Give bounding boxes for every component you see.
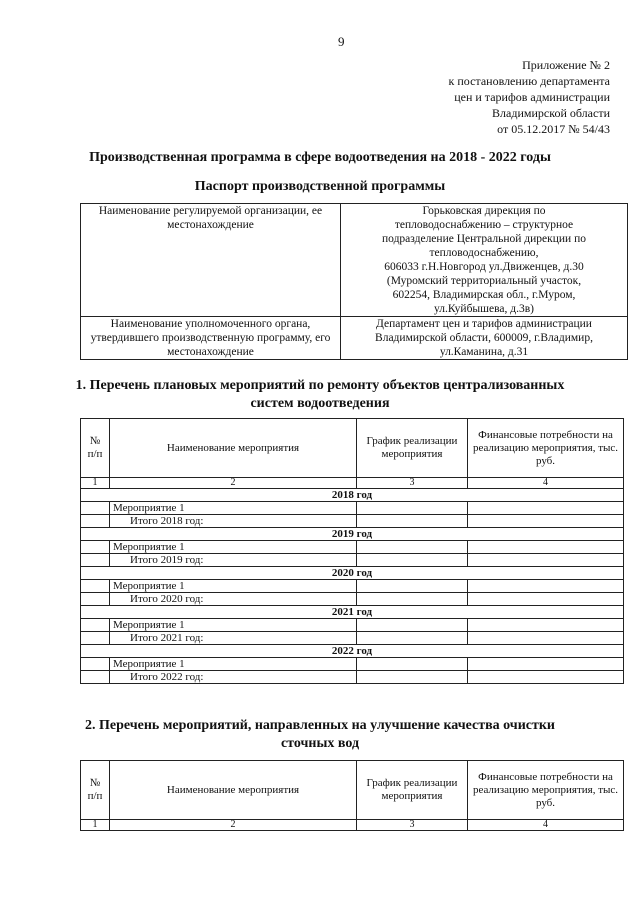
year-row xyxy=(81,567,624,580)
column-number: 2 xyxy=(110,478,357,489)
heading-line: 1. Перечень плановых мероприятий по ремонту объектов централизованных xyxy=(75,378,565,393)
col-header-number: № п/п xyxy=(81,419,110,478)
cell-number xyxy=(81,593,110,606)
value-line: тепловодоснабжению – структурное xyxy=(394,219,574,231)
col-header-finance: Финансовые потребности на реализацию мероприятия, тыс. руб. xyxy=(468,761,624,820)
col-header-number: № п/п xyxy=(81,761,110,820)
year-total-label: Итого 2018 год: xyxy=(110,515,357,528)
cell-finance xyxy=(468,658,624,671)
cell-finance xyxy=(468,515,624,528)
value-line: 606033 г.Н.Новгород ул.Движенцев, д.30 xyxy=(384,261,584,273)
value-line: (Муромский территориальный участок, xyxy=(386,275,582,287)
value-line: 602254, Владимирская обл., г.Муром, xyxy=(392,289,576,301)
cell-finance xyxy=(468,541,624,554)
cell-finance xyxy=(468,632,624,645)
table-row xyxy=(81,502,624,515)
appendix-line: к постановлению департамента xyxy=(448,74,610,88)
passport-label: Наименование регулируемой организации, ее местонахождение xyxy=(81,204,341,317)
cell-number xyxy=(81,541,110,554)
value-line: Горьковская дирекция по xyxy=(422,205,546,217)
table-row xyxy=(81,619,624,632)
cell-number xyxy=(81,671,110,684)
year-total-label: Итого 2022 год: xyxy=(110,671,357,684)
year-label: 2020 год xyxy=(81,567,624,580)
cell-schedule xyxy=(357,593,468,606)
cell-finance xyxy=(468,502,624,515)
cell-schedule xyxy=(357,619,468,632)
year-label: 2019 год xyxy=(81,528,624,541)
passport-value xyxy=(341,317,628,360)
cell-schedule xyxy=(357,502,468,515)
column-number: 2 xyxy=(110,820,357,831)
appendix-line: Владимирской области xyxy=(492,106,610,120)
year-row xyxy=(81,528,624,541)
table-row xyxy=(81,632,624,645)
cell-schedule xyxy=(357,671,468,684)
table-row xyxy=(81,580,624,593)
year-row xyxy=(81,645,624,658)
table-row xyxy=(81,671,624,684)
cell-schedule xyxy=(357,515,468,528)
cell-schedule xyxy=(357,580,468,593)
cell-number xyxy=(81,580,110,593)
cell-finance xyxy=(468,671,624,684)
appendix-line: цен и тарифов администрации xyxy=(454,90,610,104)
cell-number xyxy=(81,619,110,632)
passport-value xyxy=(341,204,628,317)
col-header-name: Наименование мероприятия xyxy=(110,419,357,478)
cell-finance xyxy=(468,580,624,593)
year-label: 2022 год xyxy=(81,645,624,658)
header-row xyxy=(81,761,624,820)
passport-subtitle: Паспорт производственной программы xyxy=(194,179,446,194)
year-row xyxy=(81,489,624,502)
cell-finance xyxy=(468,593,624,606)
year-label: 2021 год xyxy=(81,606,624,619)
year-label: 2018 год xyxy=(81,489,624,502)
value-line: Департамент цен и тарифов администрации xyxy=(376,318,592,330)
cell-finance xyxy=(468,619,624,632)
value-line: ул.Куйбышева, д.3в) xyxy=(434,303,534,315)
cell-schedule xyxy=(357,658,468,671)
heading-line: 2. Перечень мероприятий, направленных на улучшение качества очистки xyxy=(84,718,555,733)
measure-name: Мероприятие 1 xyxy=(110,580,357,593)
cell-schedule xyxy=(357,541,468,554)
header-row xyxy=(81,419,624,478)
value-line: Владимирской области, 600009, г.Владимир, xyxy=(375,332,593,344)
measure-name: Мероприятие 1 xyxy=(110,541,357,554)
cell-number xyxy=(81,502,110,515)
page-number: 9 xyxy=(338,34,345,49)
value-line: подразделение Центральной дирекции по xyxy=(382,233,586,245)
section-2-heading xyxy=(0,717,640,753)
value-line: ул.Каманина, д.31 xyxy=(439,346,529,358)
measure-name: Мероприятие 1 xyxy=(110,658,357,671)
cell-number xyxy=(81,515,110,528)
measure-name: Мероприятие 1 xyxy=(110,502,357,515)
measure-name: Мероприятие 1 xyxy=(110,619,357,632)
value-line: тепловодоснабжению, xyxy=(429,247,539,259)
cell-number xyxy=(81,658,110,671)
table-row xyxy=(81,593,624,606)
col-header-name: Наименование мероприятия xyxy=(110,761,357,820)
table-row xyxy=(81,554,624,567)
wastewater-quality-table xyxy=(80,760,624,831)
table-row xyxy=(81,515,624,528)
col-header-schedule: График реализации мероприятия xyxy=(357,761,468,820)
column-number: 4 xyxy=(468,478,624,489)
column-number-row xyxy=(81,820,624,831)
cell-number xyxy=(81,632,110,645)
column-number: 3 xyxy=(357,478,468,489)
column-number: 3 xyxy=(357,820,468,831)
cell-number xyxy=(81,554,110,567)
section-1-heading xyxy=(0,377,640,413)
column-number: 1 xyxy=(81,820,110,831)
cell-finance xyxy=(468,554,624,567)
table-row xyxy=(81,541,624,554)
heading-line: сточных вод xyxy=(280,736,360,751)
heading-line: систем водоотведения xyxy=(250,396,390,411)
column-number-row xyxy=(81,478,624,489)
table-row xyxy=(81,204,628,317)
table-row xyxy=(81,317,628,360)
appendix-line: Приложение № 2 xyxy=(522,58,610,72)
table-row xyxy=(81,658,624,671)
appendix-block xyxy=(410,57,610,137)
passport-table xyxy=(80,203,628,360)
column-number: 1 xyxy=(81,478,110,489)
passport-label: Наименование уполномоченного органа, утвердившего производственную программу, его местонахождение xyxy=(81,317,341,360)
appendix-line: от 05.12.2017 № 54/43 xyxy=(497,122,610,136)
year-row xyxy=(81,606,624,619)
year-total-label: Итого 2021 год: xyxy=(110,632,357,645)
cell-schedule xyxy=(357,554,468,567)
column-number: 4 xyxy=(468,820,624,831)
repair-measures-table xyxy=(80,418,624,684)
document-title: Производственная программа в сфере водоотведения на 2018 - 2022 годы xyxy=(89,150,551,165)
year-total-label: Итого 2020 год: xyxy=(110,593,357,606)
cell-schedule xyxy=(357,632,468,645)
year-total-label: Итого 2019 год: xyxy=(110,554,357,567)
col-header-finance: Финансовые потребности на реализацию мероприятия, тыс. руб. xyxy=(468,419,624,478)
col-header-schedule: График реализации мероприятия xyxy=(357,419,468,478)
